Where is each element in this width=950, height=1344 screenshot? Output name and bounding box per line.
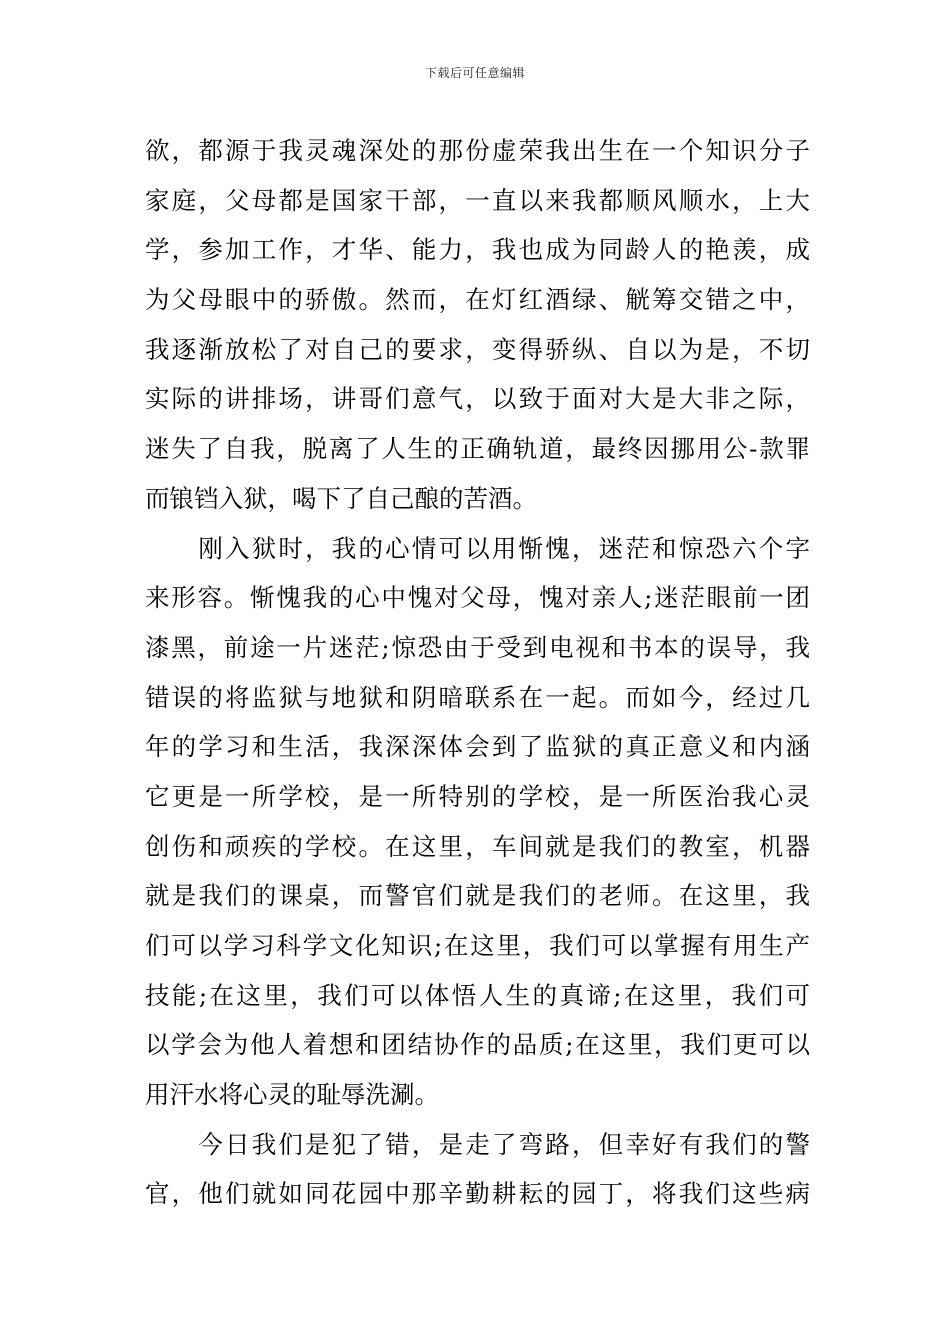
text-line: 官，他们就如同花园中那辛勤耕耘的园丁，将我们这些病 (145, 1179, 810, 1209)
page-header: 下载后可任意编辑 (424, 66, 525, 80)
text-line: 为父母眼中的骄傲。然而，在灯红酒绿、觥筹交错之中， (145, 285, 810, 315)
text-line: 今日我们是犯了错，是走了弯路，但幸好有我们的警 (145, 1129, 810, 1159)
text-line: 迷失了自我，脱离了人生的正确轨道，最终因挪用公-款罪 (145, 434, 810, 464)
text-line: 学，参加工作，才华、能力，我也成为同龄人的艳羡，成 (145, 235, 810, 265)
text-line: 以学会为他人着想和团结协作的品质;在这里，我们更可以 (145, 1030, 810, 1060)
text-line: 错误的将监狱与地狱和阴暗联系在一起。而如今，经过几 (145, 682, 810, 712)
text-line: 来形容。惭愧我的心中愧对父母，愧对亲人;迷茫眼前一团 (145, 583, 810, 613)
text-line: 就是我们的课桌，而警官们就是我们的老师。在这里，我 (145, 881, 810, 911)
text-line: 年的学习和生活，我深深体会到了监狱的真正意义和内涵 (145, 732, 810, 762)
text-line: 家庭，父母都是国家干部，一直以来我都顺风顺水，上大 (145, 185, 810, 215)
text-line: 它更是一所学校，是一所特别的学校，是一所医治我心灵 (145, 781, 810, 811)
text-line: 欲，都源于我灵魂深处的那份虚荣我出生在一个知识分子 (145, 136, 810, 165)
text-line: 实际的讲排场，讲哥们意气，以致于面对大是大非之际， (145, 384, 810, 414)
text-line: 们可以学习科学文化知识;在这里，我们可以掌握有用生产 (145, 931, 810, 960)
text-line: 创伤和顽疾的学校。在这里，车间就是我们的教室，机器 (145, 831, 810, 861)
text-line: 漆黑，前途一片迷茫;惊恐由于受到电视和书本的误导，我 (145, 632, 810, 662)
text-line: 技能;在这里，我们可以体悟人生的真谛;在这里，我们可 (145, 980, 810, 1010)
text-line: 刚入狱时，我的心情可以用惭愧，迷茫和惊恐六个字 (145, 533, 810, 563)
text-line: 我逐渐放松了对自己的要求，变得骄纵、自以为是，不切 (145, 334, 810, 364)
body-text (145, 126, 810, 1219)
text-line: 用汗水将心灵的耻辱洗涮。 (145, 1080, 439, 1110)
text-line: 而锒铛入狱，喝下了自己酿的苦酒。 (145, 483, 537, 513)
